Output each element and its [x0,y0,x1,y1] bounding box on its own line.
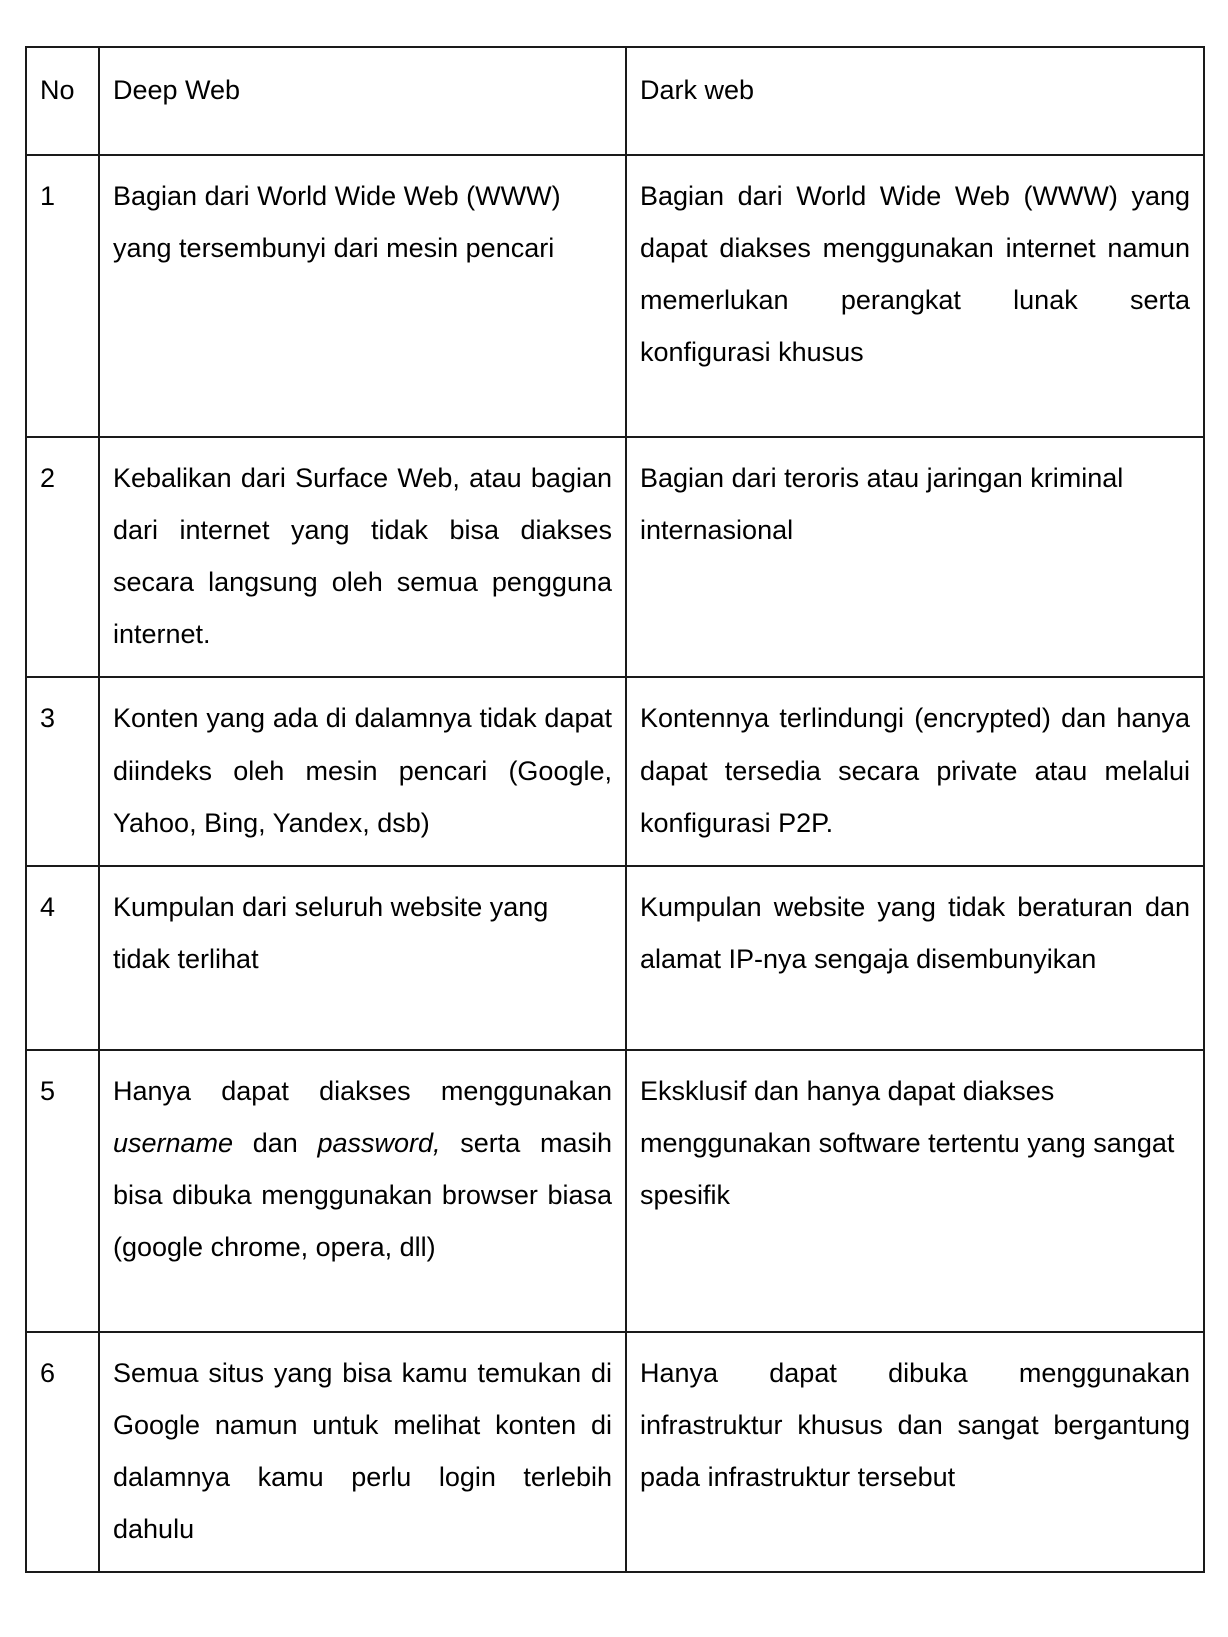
text-run: serta masih bisa dibuka menggunakan browser biasa (google chrome, opera, dll) [113,1127,612,1263]
cell-deep-web [99,1050,626,1332]
cell-dark-web: Hanya dapat dibuka menggunakan infrastruktur khusus dan sangat bergantung pada infrastruktur tersebut [626,1332,1204,1572]
table-header-row [26,47,1204,155]
table-row [26,155,1204,437]
table-row [26,677,1204,865]
column-header-deep-web: Deep Web [99,47,626,155]
column-header-dark-web: Dark web [626,47,1204,155]
cell-deep-web: Konten yang ada di dalamnya tidak dapat diindeks oleh mesin pencari (Google, Yahoo, Bing, Yandex, dsb) [99,677,626,865]
cell-deep-web: Kebalikan dari Surface Web, atau bagian dari internet yang tidak bisa diakses secara langsung oleh semua pengguna internet. [99,437,626,677]
row-number: 5 [26,1050,99,1332]
table-row [26,437,1204,677]
emphasized-term: username [113,1127,234,1158]
cell-deep-web: Bagian dari World Wide Web (WWW) yang tersembunyi dari mesin pencari [99,155,626,437]
cell-deep-web: Kumpulan dari seluruh website yang tidak terlihat [99,866,626,1050]
emphasized-term: password, [317,1127,441,1158]
cell-deep-web: Semua situs yang bisa kamu temukan di Google namun untuk melihat konten di dalamnya kamu perlu login terlebih dahulu [99,1332,626,1572]
deep-web-vs-dark-web-table [25,46,1205,1573]
cell-dark-web: Bagian dari teroris atau jaringan kriminal internasional [626,437,1204,677]
cell-dark-web: Kontennya terlindungi (encrypted) dan hanya dapat tersedia secara private atau melalui konfigurasi P2P. [626,677,1204,865]
row-number: 1 [26,155,99,437]
row-number: 6 [26,1332,99,1572]
table-row [26,866,1204,1050]
cell-dark-web: Eksklusif dan hanya dapat diakses menggunakan software tertentu yang sangat spesifik [626,1050,1204,1332]
column-header-no: No [26,47,99,155]
row-number: 4 [26,866,99,1050]
text-run: dan [233,1127,318,1158]
cell-dark-web: Kumpulan website yang tidak beraturan dan alamat IP-nya sengaja disembunyikan [626,866,1204,1050]
row-number: 2 [26,437,99,677]
table-row [26,1332,1204,1572]
row-number: 3 [26,677,99,865]
table-row [26,1050,1204,1332]
cell-dark-web: Bagian dari World Wide Web (WWW) yang dapat diakses menggunakan internet namun memerlukan perangkat lunak serta konfigurasi khusus [626,155,1204,437]
text-run: Hanya dapat diakses menggunakan [113,1075,612,1106]
